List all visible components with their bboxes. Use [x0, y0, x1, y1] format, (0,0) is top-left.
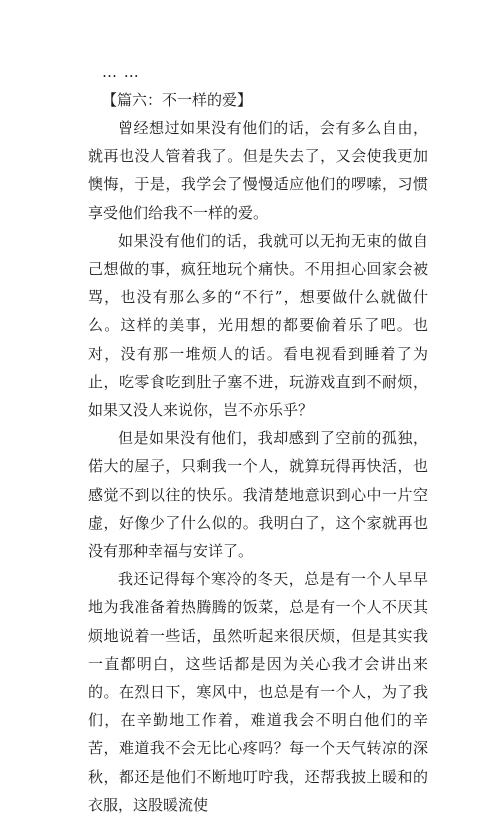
paragraph-2: 如果没有他们的话，我就可以无拘无束的做自己想做的事，疯狂地玩个痛快。不用担心回家会被骂，也没有那么多的“不行”，想要做什么就做什么。这样的美事，光用想的都要偷着乐了吧。也对，没有那一堆烦人的话。看电视看到睡着了为止，吃零食吃到肚子塞不进，玩游戏直到不耐烦，如果又没人来说你，岂不亦乐乎？	[88, 231, 428, 420]
section-title: 【篇六：不一样的爱】	[102, 91, 253, 109]
paragraph-3: 但是如果没有他们，我却感到了空前的孤独，偌大的屋子，只剩我一个人，就算玩得再快活，也感觉不到以往的快乐。我清楚地意识到心中一片空虚，好像少了什么似的。我明白了，这个家就再也没有那种幸福与安详了。	[88, 429, 428, 561]
document-body	[88, 58, 428, 819]
paragraph-4: 我还记得每个寒冷的冬天，总是有一个人早早地为我准备着热腾腾的饭菜，总是有一个人不厌其烦地说着一些话，虽然听起来很厌烦，但是其实我一直都明白，这些话都是因为关心我才会讲出来的。在烈日下，寒风中，也总是有一个人，为了我们，在辛勤地工作着，难道我会不明白他们的辛苦，难道我不会无比心疼吗？每一个天气转凉的深秋，都还是他们不断地叮咛我，还帮我披上暖和的衣服，这股暖流使	[88, 570, 428, 814]
ellipsis-marker: … …	[102, 63, 140, 81]
paragraph-1: 曾经想过如果没有他们的话，会有多么自由，就再也没人管着我了。但是失去了，又会使我更加懊悔，于是，我学会了慢慢适应他们的啰嗦，习惯享受他们给我不一样的爱。	[88, 119, 428, 222]
